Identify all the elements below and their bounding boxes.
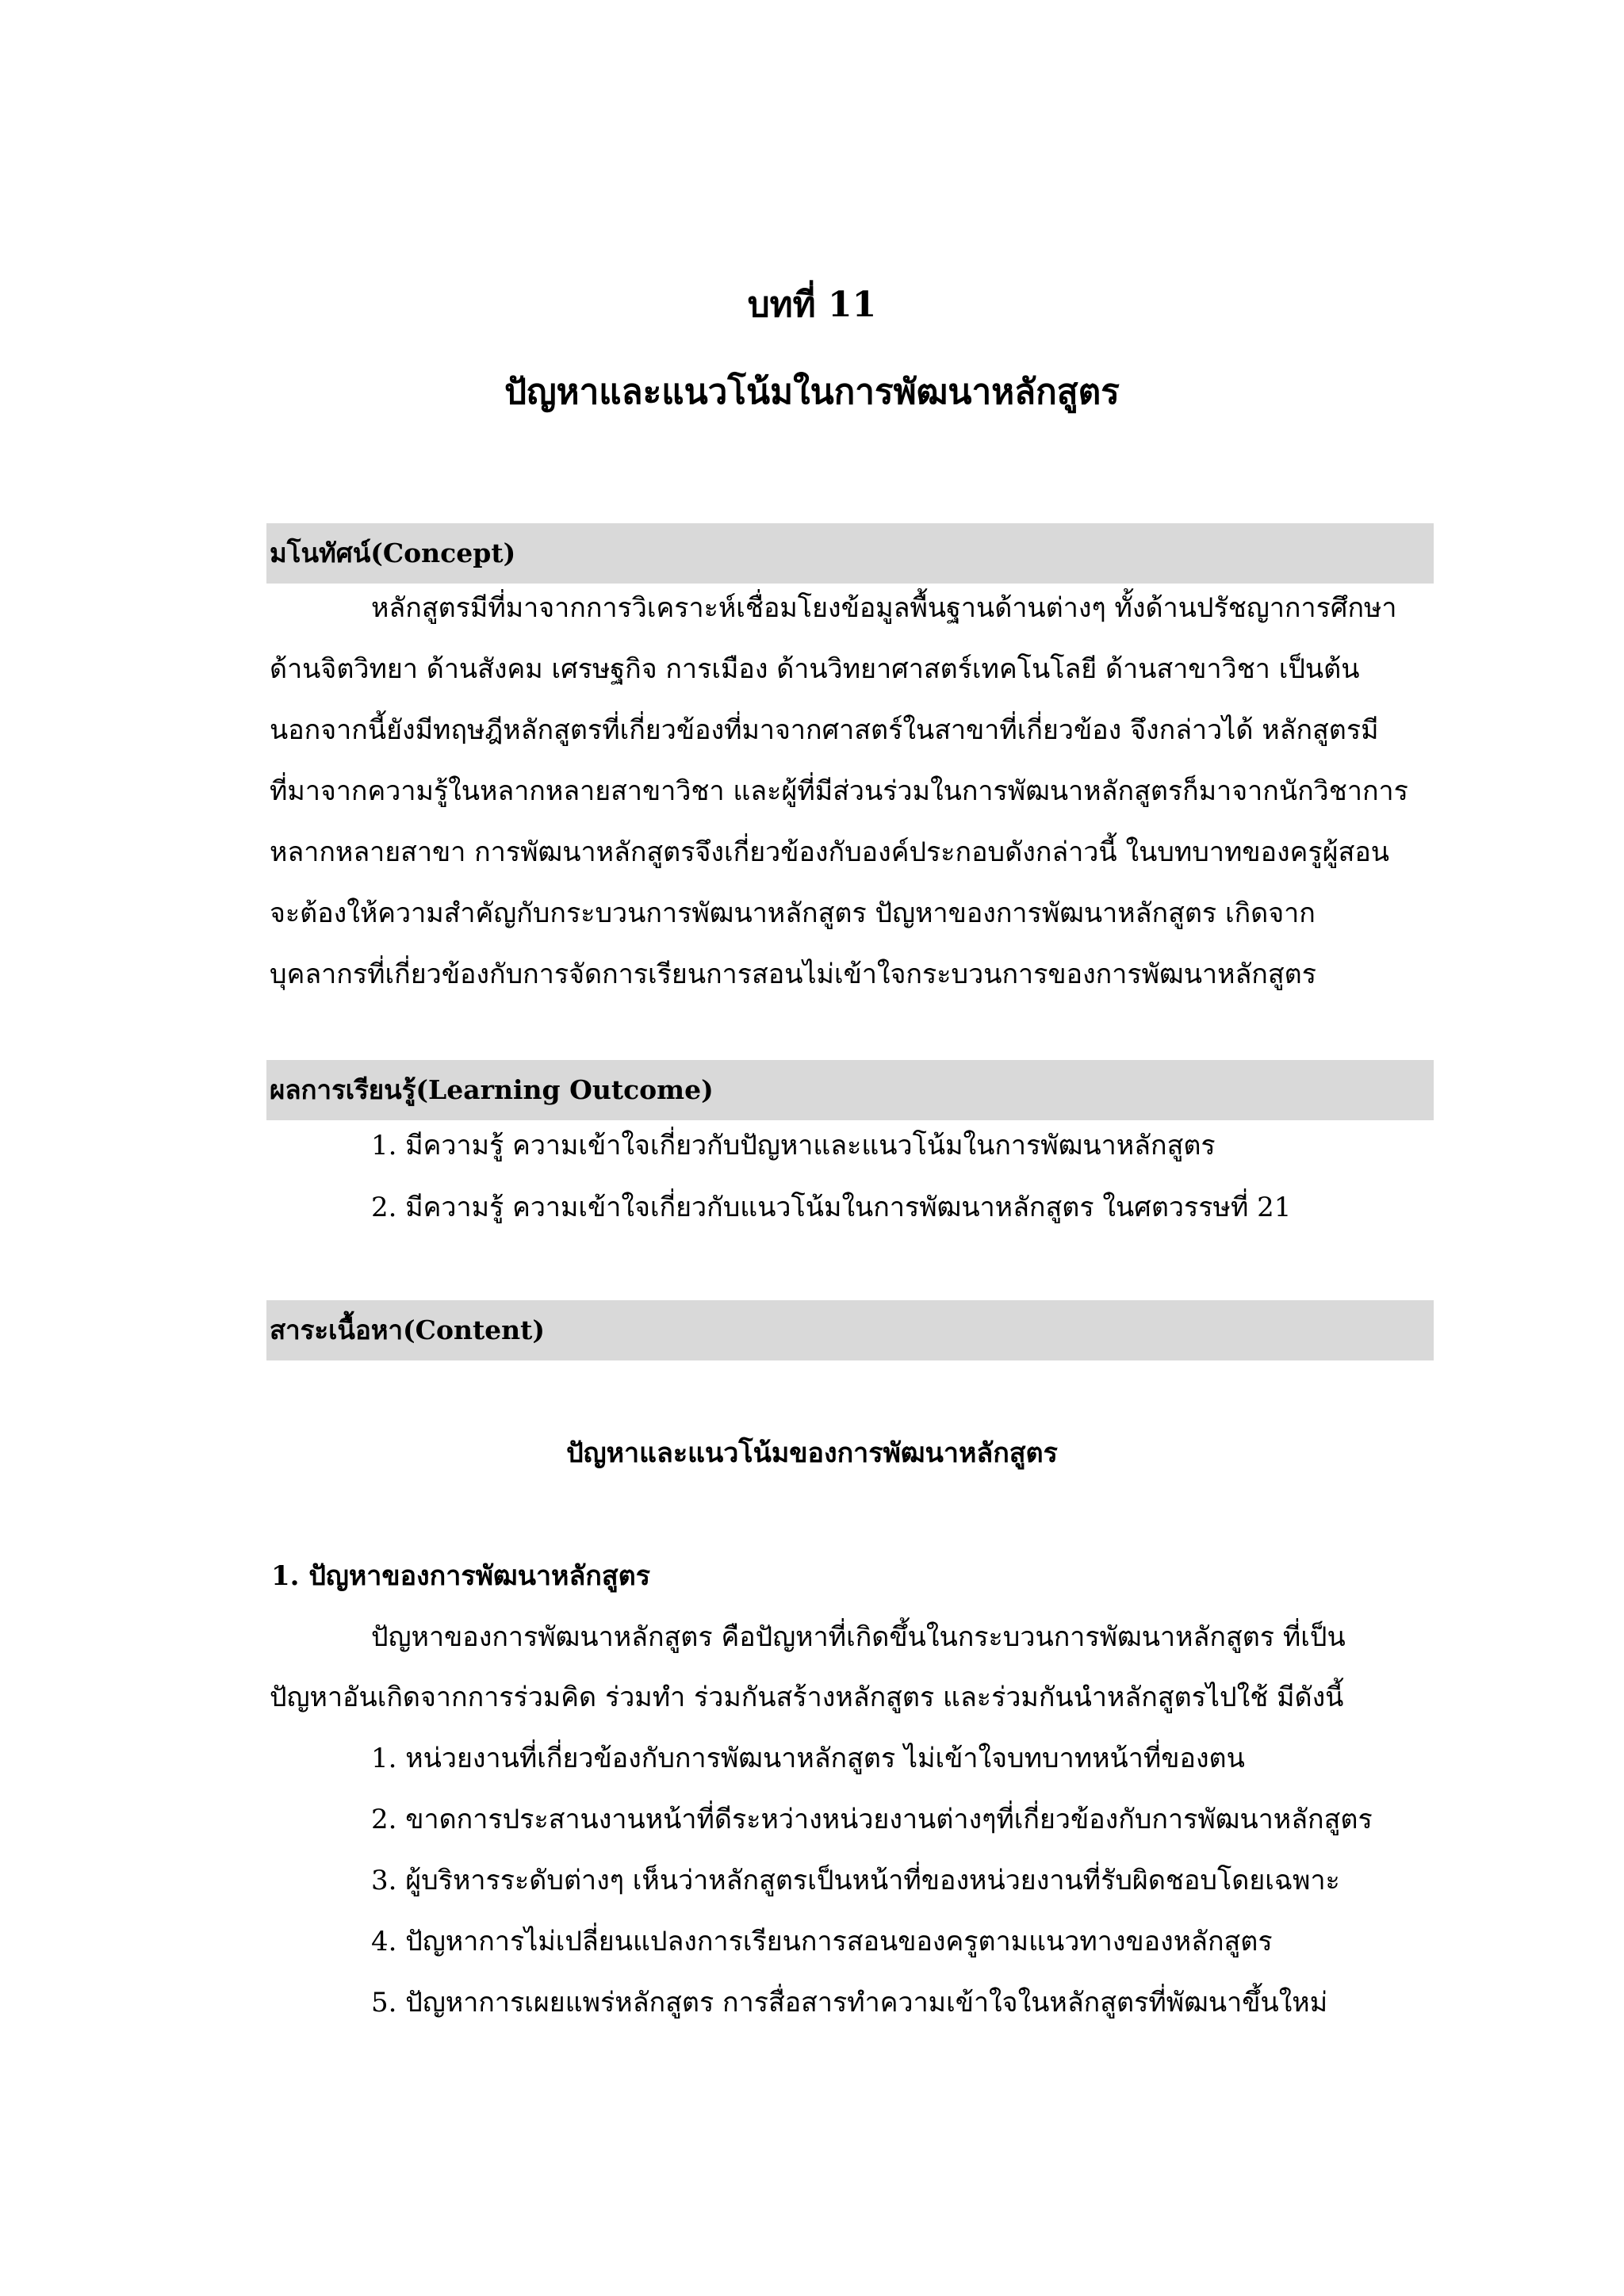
concept-line: บุคลากรที่เกี่ยวข้องกับการจัดการเรียนการสอนไม่เข้าใจกระบวนการของการพัฒนาหลักสูตร bbox=[270, 959, 1316, 990]
section1-item: 3. ผู้บริหารระดับต่างๆ เห็นว่าหลักสูตรเป็นหน้าที่ของหน่วยงานที่รับผิดชอบโดยเฉพาะ bbox=[371, 1865, 1340, 1896]
outcome-item: 1. มีความรู้ ความเข้าใจเกี่ยวกับปัญหาและแนวโน้มในการพัฒนาหลักสูตร bbox=[371, 1130, 1216, 1161]
chapter-number: บทที่ 11 bbox=[747, 285, 877, 325]
section1-intro-line: ปัญหาของการพัฒนาหลักสูตร คือปัญหาที่เกิดขึ้นในกระบวนการพัฒนาหลักสูตร ที่เป็น bbox=[371, 1621, 1346, 1653]
concept-heading: มโนทัศน์(Concept) bbox=[266, 523, 1434, 584]
concept-line: จะต้องให้ความสำคัญกับกระบวนการพัฒนาหลักสูตร ปัญหาของการพัฒนาหลักสูตร เกิดจาก bbox=[270, 897, 1316, 929]
concept-line: ด้านจิตวิทยา ด้านสังคม เศรษฐกิจ การเมือง ด้านวิทยาศาสตร์เทคโนโลยี ด้านสาขาวิชา เป็นต้น bbox=[270, 653, 1360, 685]
concept-line: นอกจากนี้ยังมีทฤษฎีหลักสูตรที่เกี่ยวข้องที่มาจากศาสตร์ในสาขาที่เกี่ยวข้อง จึงกล่าวได้ หลักสูตรมี bbox=[270, 714, 1379, 746]
content-subheading: ปัญหาและแนวโน้มของการพัฒนาหลักสูตร bbox=[566, 1437, 1058, 1469]
section1-intro-line: ปัญหาอันเกิดจากการร่วมคิด ร่วมทำ ร่วมกันสร้างหลักสูตร และร่วมกันนำหลักสูตรไปใช้ มีดังนี้ bbox=[270, 1682, 1344, 1713]
section1-item: 4. ปัญหาการไม่เปลี่ยนแปลงการเรียนการสอนของครูตามแนวทางของหลักสูตร bbox=[371, 1926, 1273, 1957]
content-heading: สาระเนื้อหา(Content) bbox=[266, 1300, 1434, 1360]
chapter-title: ปัญหาและแนวโน้มในการพัฒนาหลักสูตร bbox=[504, 372, 1120, 412]
outcome-item: 2. มีความรู้ ความเข้าใจเกี่ยวกับแนวโน้มในการพัฒนาหลักสูตร ในศตวรรษที่ 21 bbox=[371, 1192, 1292, 1223]
section1-item: 1. หน่วยงานที่เกี่ยวข้องกับการพัฒนาหลักสูตร ไม่เข้าใจบทบาทหน้าที่ของตน bbox=[371, 1743, 1245, 1774]
section1-item: 2. ขาดการประสานงานหน้าที่ดีระหว่างหน่วยงานต่างๆที่เกี่ยวข้องกับการพัฒนาหลักสูตร bbox=[371, 1804, 1373, 1835]
outcome-heading: ผลการเรียนรู้(Learning Outcome) bbox=[266, 1060, 1434, 1120]
concept-line: หลากหลายสาขา การพัฒนาหลักสูตรจึงเกี่ยวข้องกับองค์ประกอบดังกล่าวนี้ ในบทบาทของครูผู้สอน bbox=[270, 836, 1389, 868]
concept-line: ที่มาจากความรู้ในหลากหลายสาขาวิชา และผู้ที่มีส่วนร่วมในการพัฒนาหลักสูตรก็มาจากนักวิชาการ bbox=[270, 775, 1408, 807]
section1-item: 5. ปัญหาการเผยแพร่หลักสูตร การสื่อสารทำความเข้าใจในหลักสูตรที่พัฒนาขึ้นใหม่ bbox=[371, 1987, 1328, 2019]
section1-heading: 1. ปัญหาของการพัฒนาหลักสูตร bbox=[271, 1560, 650, 1592]
concept-line: หลักสูตรมีที่มาจากการวิเคราะห์เชื่อมโยงข้อมูลพื้นฐานด้านต่างๆ ทั้งด้านปรัชญาการศึกษา bbox=[371, 592, 1397, 624]
